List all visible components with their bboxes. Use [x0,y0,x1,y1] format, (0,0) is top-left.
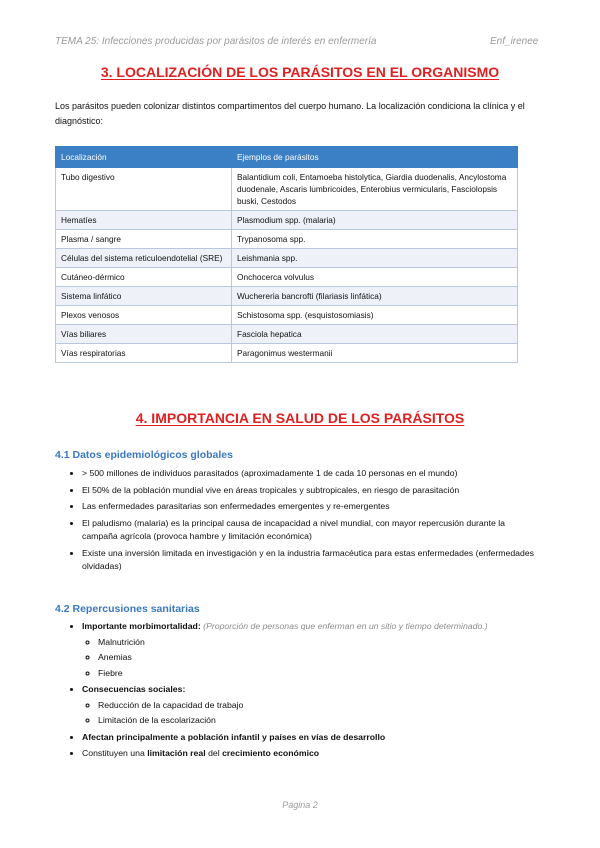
table-cell-examples: Balantidium coli, Entamoeba histolytica, Giardia duodenalis, Ancylostoma duodenale, Ascaris lumbricoides, Enterobius vermicularis, Fasciolopsis buski, Cestodos [232,168,518,211]
table-cell-examples: Plasmodium spp. (malaria) [232,211,518,230]
economic-mid: del [208,748,220,758]
table-cell-examples: Schistosoma spp. (esquistosomiasis) [232,306,518,325]
table-row [56,306,518,325]
list-item: ◦ Reducción de la capacidad de trabajo [98,699,537,713]
parasite-location-table [55,146,518,363]
table-row [56,168,518,211]
list-item [82,683,537,728]
section-4-title: 4. IMPORTANCIA EN SALUD DE LOS PARÁSITOS [135,410,465,426]
list-item: ◦ Anemias [98,651,537,665]
table-header-examples: Ejemplos de parásitos [232,147,518,168]
table-header-location: Localización [56,147,232,168]
table-cell-examples: Paragonimus westermanii [232,344,518,363]
subsection-4-2-title: 4.2 Repercusiones sanitarias [55,603,200,615]
header-author: Enf_irenee [490,36,539,47]
list-item: • El 50% de la población mundial vive en áreas tropicales y subtropicales, en riesgo de parasitación [82,484,537,498]
table-row [56,230,518,249]
list-item: • Las enfermedades parasitarias son enfermedades emergentes y re-emergentes [82,500,537,514]
morbidity-label: Importante morbimortalidad: [82,621,201,631]
table-cell-location: Cutáneo-dérmico [56,268,232,287]
list-item: ◦ Fiebre [98,667,537,681]
economic-bold-1: limitación real [147,748,206,758]
list-item: • > 500 millones de individuos parasitados (aproximadamente 1 de cada 10 personas en el mundo) [82,467,537,481]
list-item: • El paludismo (malaria) es la principal causa de incapacidad a nivel mundial, con mayor repercusión durante la campaña agrícola (provoca hambre y limitación económica) [82,517,537,544]
health-impact-list [66,620,537,764]
table-cell-location: Sistema linfático [56,287,232,306]
list-item: ◦ Limitación de la escolarización [98,714,537,728]
table-cell-location: Tubo digestivo [56,168,232,211]
list-item [82,620,537,680]
affected-population: Afectan principalmente a población infantil y países en vías de desarrollo [82,731,386,742]
list-item [82,747,537,761]
table-cell-location: Vías biliares [56,325,232,344]
page-number: Página 2 [282,800,318,810]
table-row [56,287,518,306]
table-cell-examples: Leishmania spp. [232,249,518,268]
social-consequences-label: Consecuencias sociales: [82,684,186,694]
economic-pre: Constituyen una [82,748,145,758]
table-row [56,211,518,230]
list-item: ◦ Malnutrición [98,636,537,650]
header-topic: TEMA 25: Infecciones producidas por parásitos de interés en enfermería [55,36,377,47]
table-cell-location: Plasma / sangre [56,230,232,249]
table-row [56,249,518,268]
table-cell-examples: Trypanosoma spp. [232,230,518,249]
morbidity-sublist [82,636,537,681]
section-3-intro: Los parásitos pueden colonizar distintos compartimentos del cuerpo humano. La localización condiciona la clínica y el diagnóstico: [55,101,525,126]
table-cell-examples: Onchocerca volvulus [232,268,518,287]
social-sublist [82,699,537,728]
table-row [56,344,518,363]
economic-bold-2: crecimiento económico [222,748,320,758]
table-cell-location: Células del sistema reticuloendotelial (SRE) [56,249,232,268]
list-item [82,731,537,745]
table-cell-location: Hematíes [56,211,232,230]
subsection-4-1-title: 4.1 Datos epidemiológicos globales [55,449,233,461]
table-row [56,325,518,344]
epidemiology-list [66,467,537,577]
table-cell-location: Plexos venosos [56,306,232,325]
table-cell-examples: Wuchereria bancrofti (filariasis linfática) [232,287,518,306]
table-row [56,268,518,287]
table-cell-examples: Fasciola hepatica [232,325,518,344]
morbidity-note: (Proporción de personas que enferman en un sitio y tiempo determinado.) [203,621,488,631]
table-cell-location: Vías respiratorias [56,344,232,363]
list-item: • Existe una inversión limitada en investigación y en la industria farmacéutica para estas enfermedades (enfermedades olvidadas) [82,547,537,574]
section-3-title: 3. LOCALIZACIÓN DE LOS PARÁSITOS EN EL ORGANISMO [100,64,500,80]
